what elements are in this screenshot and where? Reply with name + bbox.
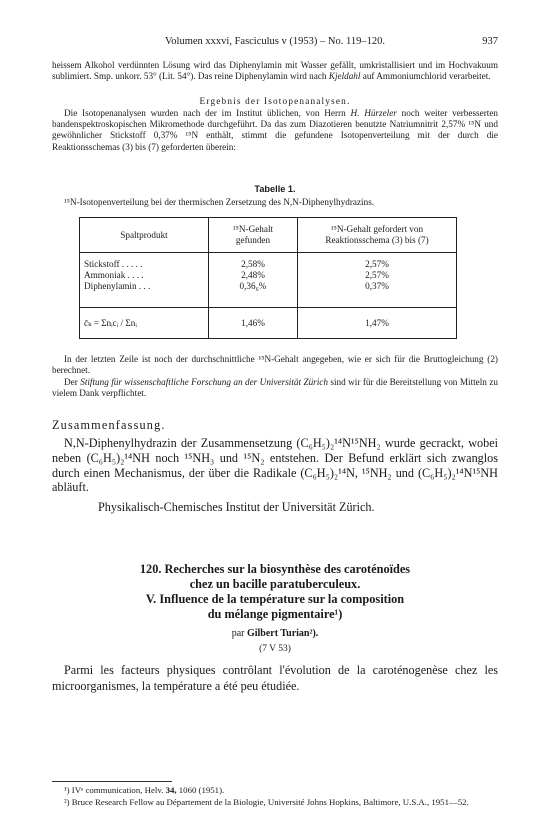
date-line: (7 V 53) (259, 644, 291, 654)
running-header (52, 36, 498, 52)
average-found: 1,46% (209, 308, 298, 339)
isotope-table (79, 217, 457, 339)
hurzeler-name: H. Hürzeler (350, 108, 397, 118)
intro-paragraph: heissem Alkohol verdünnten Lösung wird das Diphenylamin mit Wasser gefällt, umkristallisiert und im Hochvakuum sublimiert. Smp. unkorr. 53° (Lit. 54°). Das reine Diphenylamin wird nach Kjeldahl auf Ammoniumchlorid verarbeitet. (52, 60, 498, 82)
table-title: Tabelle 1. (254, 184, 296, 194)
author-line: par Gilbert Turian²). (231, 628, 319, 639)
summary-text: N,N-Diphenylhydrazin der Zusammensetzung (C₆H₅)₂¹⁴N¹⁵NH₂ wurde gecrackt, wobei neben (C₆H₅)₂¹⁴NH noch ¹⁵NH₃ und ¹⁵N₂ entstehen. Der Befund erklärt sich zwanglos durch einen Mechanismus, der über die Radikale (C₆H₅)₂¹⁴N, ¹⁵NH₂ und (C₆H₅)₂¹⁴N¹⁵NH abläuft. (52, 436, 498, 495)
footnote-2: ²) Bruce Research Fellow au Département de la Biologie, Université Johns Hopkins, Baltimore, U.S.A., 1951—52. (64, 797, 469, 807)
header-spaltprodukt: Spaltprodukt (80, 218, 209, 253)
header-found: ¹⁵N-Gehalt gefunden (209, 218, 298, 253)
after-table-note: In der letzten Zeile ist noch der durchschnittliche ¹⁵N-Gehalt angegeben, wie er sich für die Bruttogleichung (2) berechnet. (52, 354, 498, 376)
summary-heading: Zusammenfassung. (52, 418, 166, 432)
average-formula: c̄ₖ = Σnᵢcᵢ / Σnᵢ (80, 308, 209, 339)
required-column: 2,57% 2,57% 0,37% (298, 253, 457, 308)
footnote-1: ¹) IVᵉ communication, Helv. 34, 1060 (1951). (64, 785, 225, 795)
kjeldahl-name: Kjeldahl (328, 71, 361, 82)
table-header-row (80, 218, 457, 253)
foundation-name: Stiftung für wissenschaftliche Forschung an der Universität Zürich (80, 377, 328, 387)
found-column: 2,58% 2,48% 0,36₆% (209, 253, 298, 308)
author-name: Gilbert Turian²). (246, 628, 319, 639)
results-heading: Ergebnis der Isotopenanalysen. (199, 96, 351, 106)
institute-line: Physikalisch-Chemisches Institut der Universität Zürich. (98, 500, 375, 514)
table-caption: ¹⁵N-Isotopenverteilung bei der thermischen Zersetzung des N,N-Diphenylhydrazins. (64, 197, 375, 207)
product-column: Stickstoff . . . . . Ammoniak . . . . Diphenylamin . . . (84, 259, 151, 291)
acknowledgement: Der Stiftung für wissenschaftliche Forschung an der Universität Zürich sind wir für die Bereitstellung von Mitteln zu vielem Dank verpflichtet. (52, 377, 498, 399)
results-paragraph: Die Isotopenanalysen wurden nach der im Institut üblichen, von Herrn H. Hürzeler noch weiter verbesserten bandenspektroskopischen Mikromethode durchgeführt. Da das zum Diazotieren benutzte Natriumnitrit 2,57% ¹⁵N und gewöhnlicher Stickstoff 0,37% ¹⁵N enthält, stimmt die gefundene Isotopenverteilung mit der durch die Reaktionsschemas (3) bis (7) geforderten überein: (52, 108, 498, 152)
body-paragraph: Parmi les facteurs physiques contrôlant l'évolution de la caroténogenèse chez les microorganismes, la température a été peu étudiée. (52, 663, 498, 693)
running-title: Volumen xxxvi, Fasciculus v (1953) – No. 119–120. (165, 36, 385, 47)
header-required: ¹⁵N-Gehalt gefordert von Reaktionsschema (3) bis (7) (298, 218, 457, 253)
table-average-row (80, 308, 457, 339)
article-title: 120. Recherches sur la biosynthèse des caroténoïdes chez un bacille paratuberculeux. V. Influence de la température sur la composition du mélange pigmentaire¹) (139, 562, 411, 621)
footnote-divider (52, 781, 172, 782)
average-required: 1,47% (298, 308, 457, 339)
table-data-rows (80, 253, 457, 308)
page-number: 937 (482, 36, 498, 47)
